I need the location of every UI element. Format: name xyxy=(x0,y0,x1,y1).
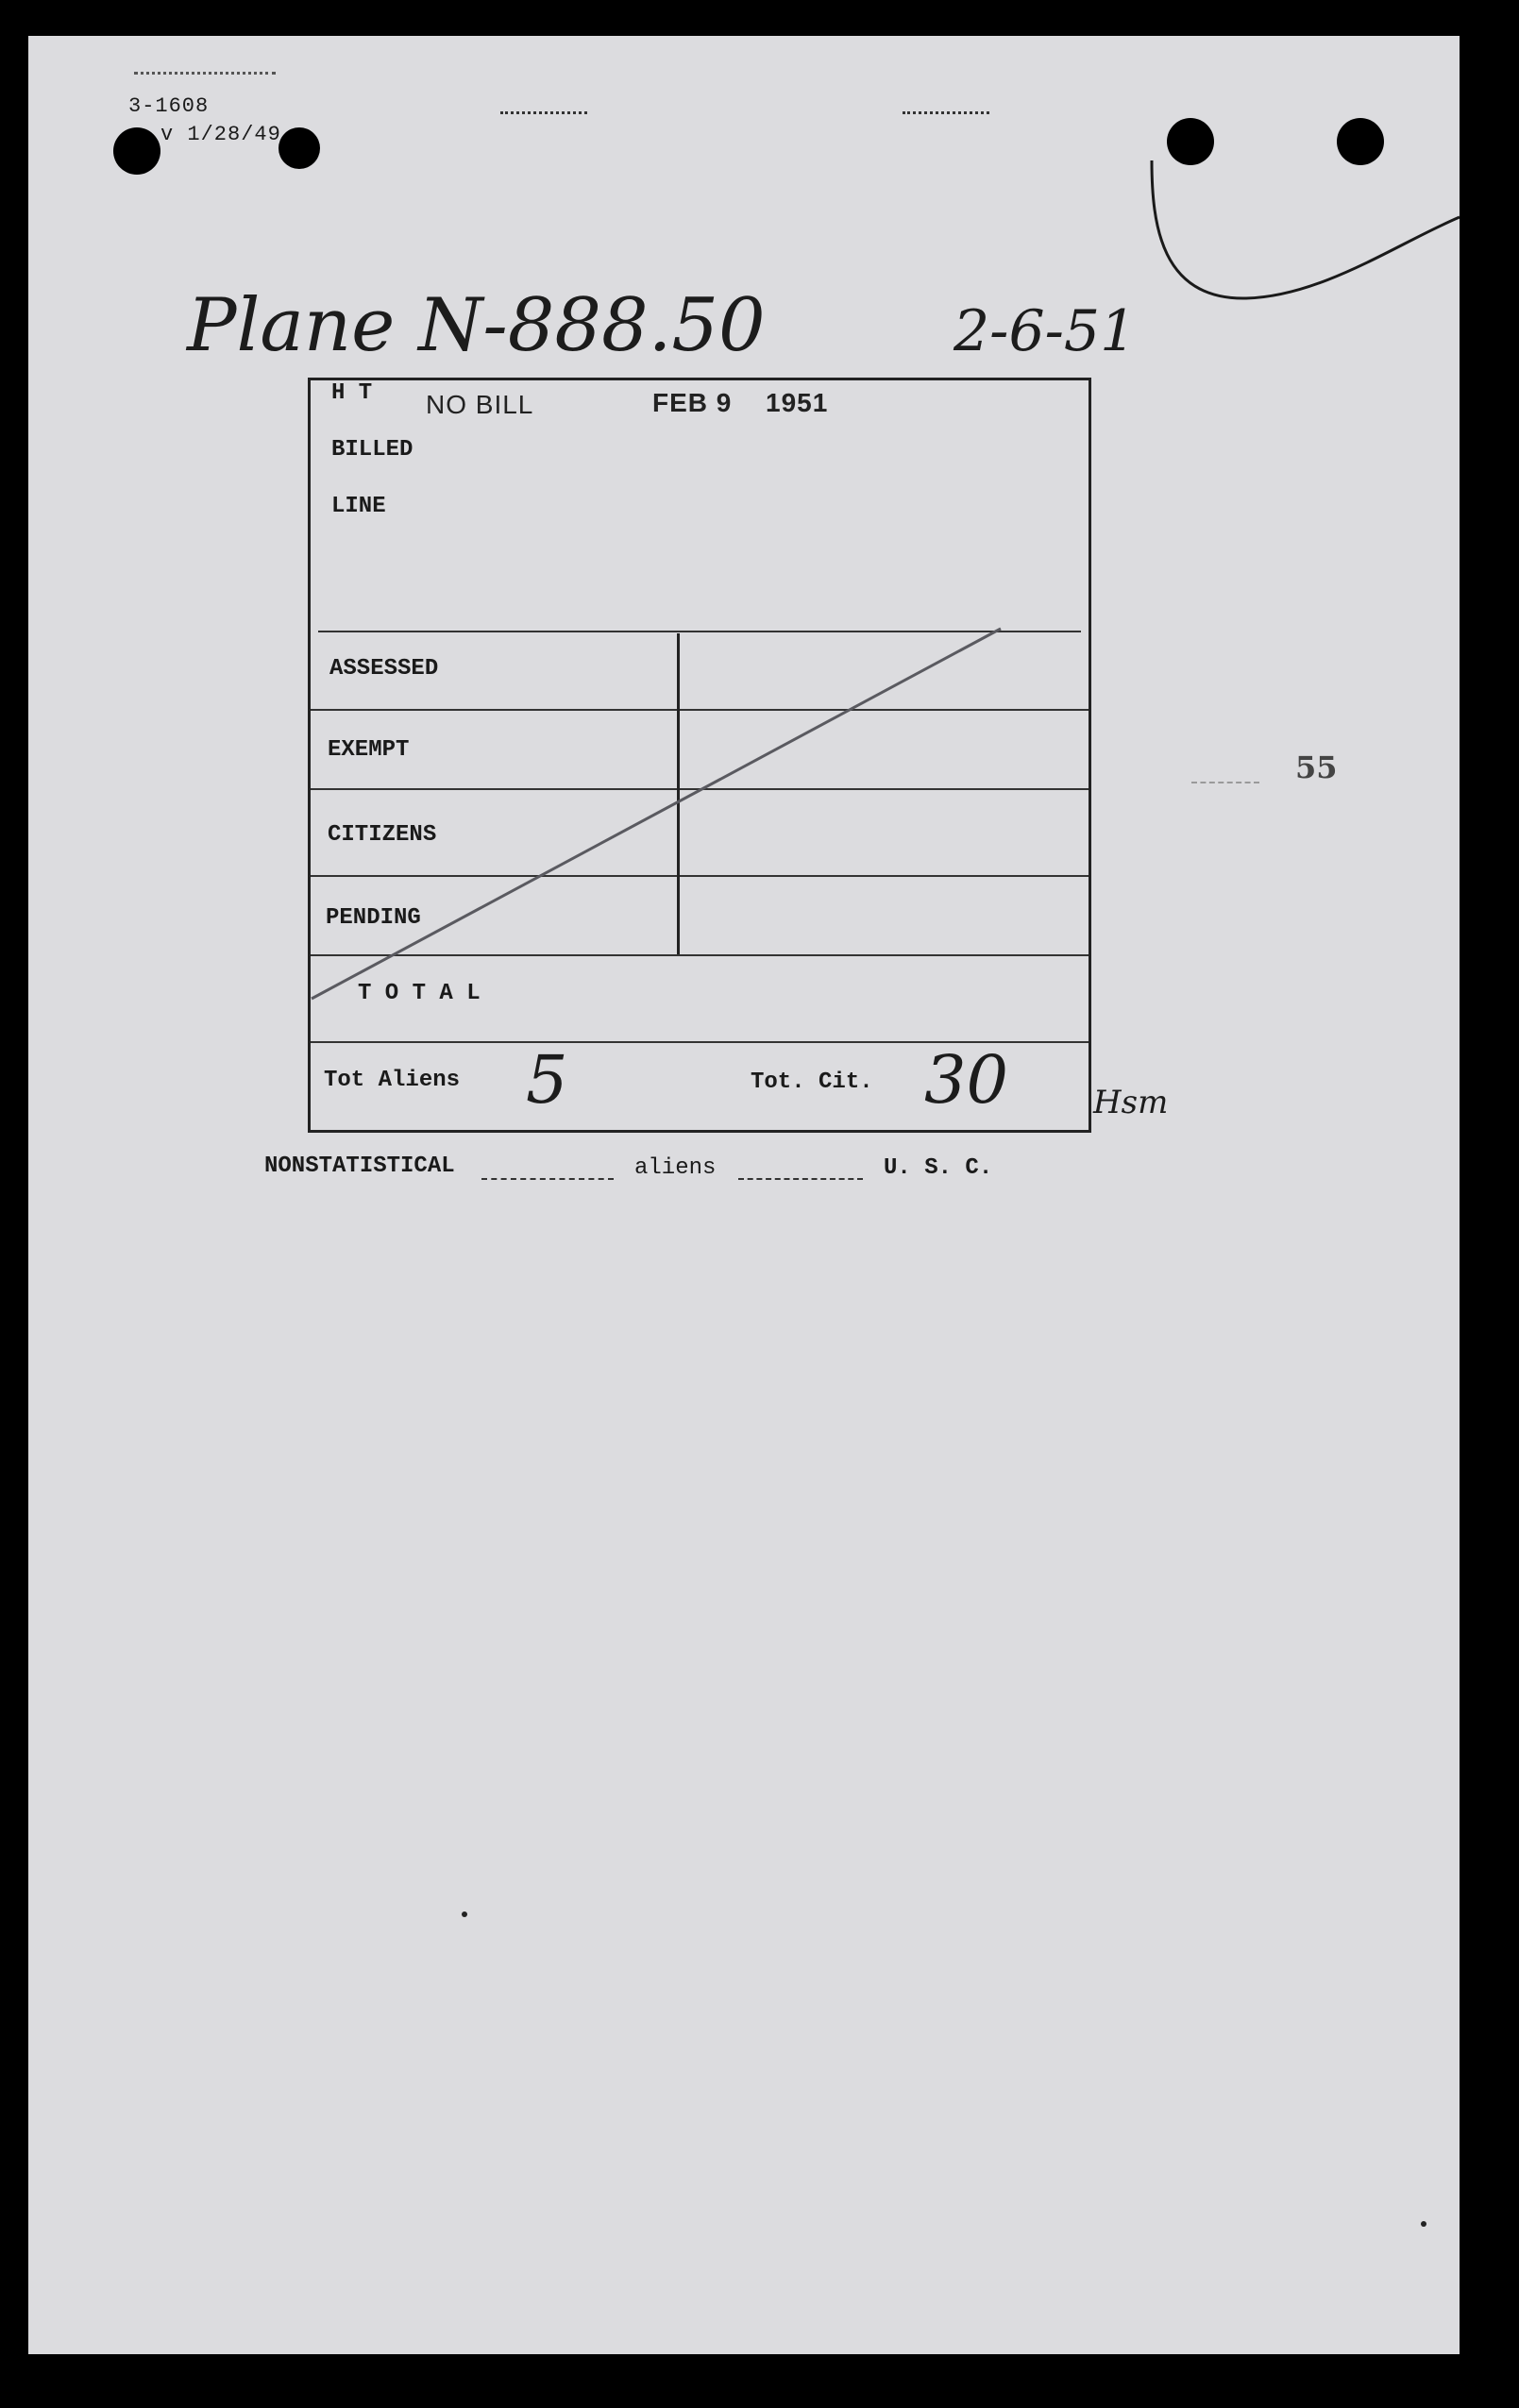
document-page xyxy=(28,36,1460,2354)
tot-cit-label: Tot. Cit. xyxy=(751,1069,873,1095)
pen-strokes xyxy=(28,36,1460,2354)
stamp-date-month-day: FEB 9 xyxy=(652,388,733,417)
aliens-label: aliens xyxy=(634,1155,717,1181)
stamp-no-bill: NO BILL xyxy=(426,390,534,419)
handwritten-initials: Hsm xyxy=(1093,1084,1169,1121)
usc-label: U. S. C. xyxy=(884,1155,993,1181)
row-label-total: T O T A L xyxy=(358,981,481,1006)
row-label-pending: PENDING xyxy=(326,905,421,931)
row-label-billed: BILLED xyxy=(331,437,414,463)
tot-aliens-label: Tot Aliens xyxy=(324,1068,461,1093)
form-number: 3-1608 xyxy=(128,94,210,118)
row-label-citizens: CITIZENS xyxy=(328,822,437,848)
stamp-date-year: 1951 xyxy=(766,388,829,417)
row-label-assessed: ASSESSED xyxy=(329,656,439,682)
form-revision: v 1/28/49 xyxy=(160,123,281,146)
tot-cit-value: 30 xyxy=(924,1041,1009,1119)
row-label-line: LINE xyxy=(331,494,386,519)
handwritten-title: Plane N-888.50 xyxy=(187,283,766,368)
handwritten-date: 2-6-51 xyxy=(954,298,1137,364)
tot-aliens-value: 5 xyxy=(526,1041,568,1119)
row-label-ht: H T xyxy=(331,380,373,406)
nonstatistical-label: NONSTATISTICAL xyxy=(264,1153,455,1179)
stray-dot-2 xyxy=(1421,2221,1426,2227)
stray-dot xyxy=(462,1911,467,1917)
page-number: 55 xyxy=(1295,749,1338,785)
diagonal-strike-line xyxy=(312,629,1001,999)
corner-curve-stroke xyxy=(1152,160,1460,298)
row-label-exempt: EXEMPT xyxy=(328,737,410,763)
